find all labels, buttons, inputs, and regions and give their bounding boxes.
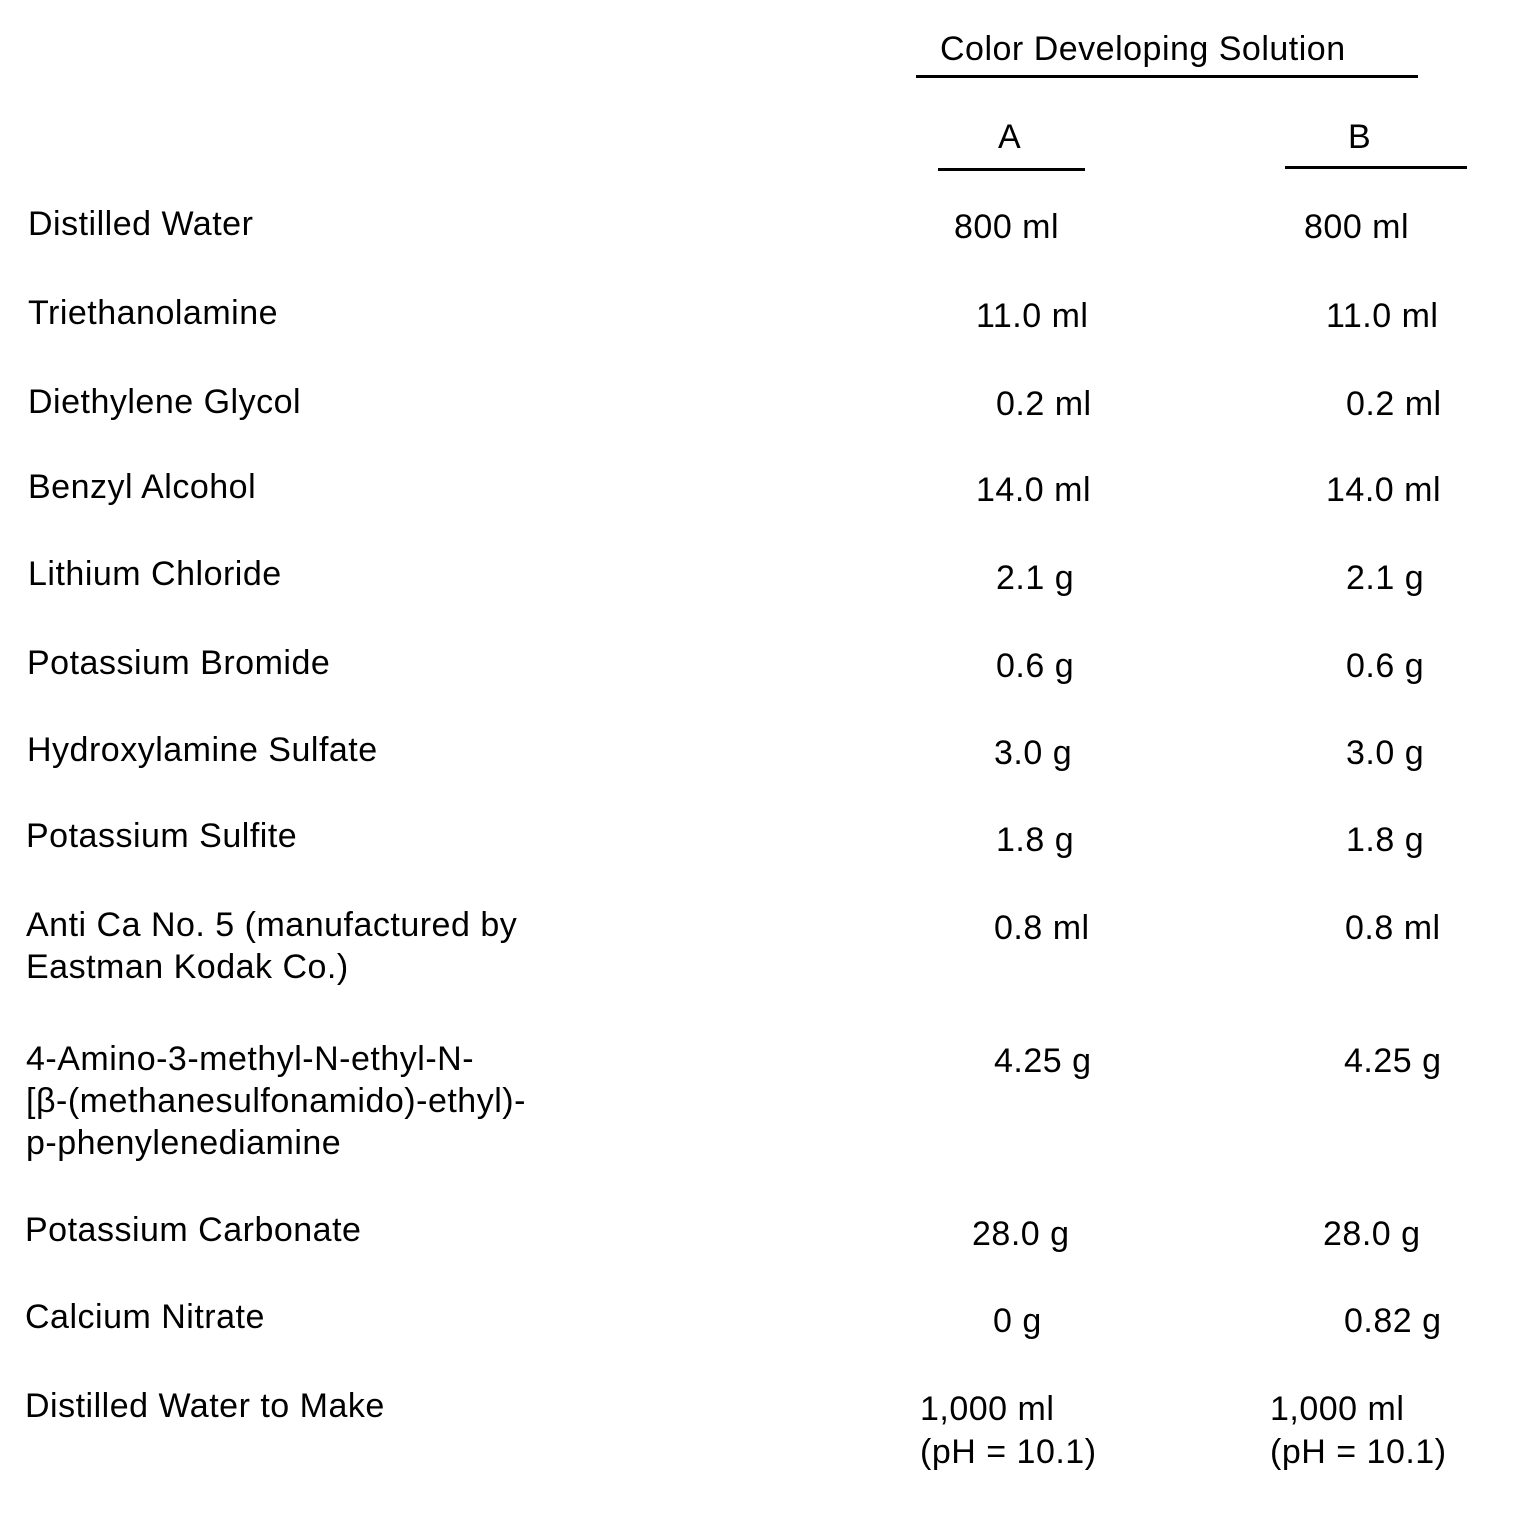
value-b: 1,000 ml xyxy=(1270,1390,1405,1428)
value-b: 14.0 ml xyxy=(1326,471,1441,509)
row-label: Distilled Water to Make xyxy=(25,1387,385,1425)
value-b: 800 ml xyxy=(1304,208,1410,246)
row-label-continued: p-phenylenediamine xyxy=(26,1124,342,1162)
row-label: Calcium Nitrate xyxy=(25,1298,265,1336)
value-b: 28.0 g xyxy=(1323,1215,1421,1253)
column-a-rule xyxy=(938,168,1085,171)
column-header-a: A xyxy=(998,118,1022,156)
value-b-ph: (pH = 10.1) xyxy=(1270,1433,1447,1471)
value-a: 3.0 g xyxy=(994,734,1073,772)
column-header-b: B xyxy=(1348,118,1372,156)
row-label: Potassium Sulfite xyxy=(26,817,298,855)
row-label: Potassium Carbonate xyxy=(25,1211,362,1249)
value-a: 1,000 ml xyxy=(920,1390,1055,1428)
value-b: 0.2 ml xyxy=(1346,385,1442,423)
row-label: Benzyl Alcohol xyxy=(28,468,257,506)
column-b-rule xyxy=(1285,166,1467,169)
value-b: 0.6 g xyxy=(1346,647,1425,685)
row-label-continued: [β-(methanesulfonamido)-ethyl)- xyxy=(26,1082,526,1120)
value-b: 4.25 g xyxy=(1344,1042,1442,1080)
value-b: 0.8 ml xyxy=(1345,909,1441,947)
value-a: 0 g xyxy=(993,1302,1042,1340)
value-a: 28.0 g xyxy=(972,1215,1070,1253)
row-label: 4-Amino-3-methyl-N-ethyl-N- xyxy=(26,1040,475,1078)
value-a: 11.0 ml xyxy=(976,297,1089,335)
value-a: 0.8 ml xyxy=(994,909,1090,947)
value-a: 0.2 ml xyxy=(996,385,1092,423)
value-b: 11.0 ml xyxy=(1326,297,1439,335)
row-label: Anti Ca No. 5 (manufactured by xyxy=(26,906,518,944)
value-a: 0.6 g xyxy=(996,647,1075,685)
value-a: 1.8 g xyxy=(996,821,1075,859)
value-a: 2.1 g xyxy=(996,559,1075,597)
value-b: 2.1 g xyxy=(1346,559,1425,597)
group-header: Color Developing Solution xyxy=(940,30,1346,68)
value-b: 1.8 g xyxy=(1346,821,1425,859)
value-b: 0.82 g xyxy=(1344,1302,1442,1340)
group-header-rule xyxy=(916,75,1418,78)
row-label: Triethanolamine xyxy=(28,294,279,332)
row-label-continued: Eastman Kodak Co.) xyxy=(26,948,349,986)
value-a: 14.0 ml xyxy=(976,471,1091,509)
value-a-ph: (pH = 10.1) xyxy=(920,1433,1097,1471)
row-label: Potassium Bromide xyxy=(27,644,331,682)
value-a: 800 ml xyxy=(954,208,1060,246)
row-label: Lithium Chloride xyxy=(28,555,282,593)
row-label: Diethylene Glycol xyxy=(28,383,302,421)
value-b: 3.0 g xyxy=(1346,734,1425,772)
value-a: 4.25 g xyxy=(994,1042,1092,1080)
row-label: Distilled Water xyxy=(28,205,254,243)
row-label: Hydroxylamine Sulfate xyxy=(27,731,378,769)
